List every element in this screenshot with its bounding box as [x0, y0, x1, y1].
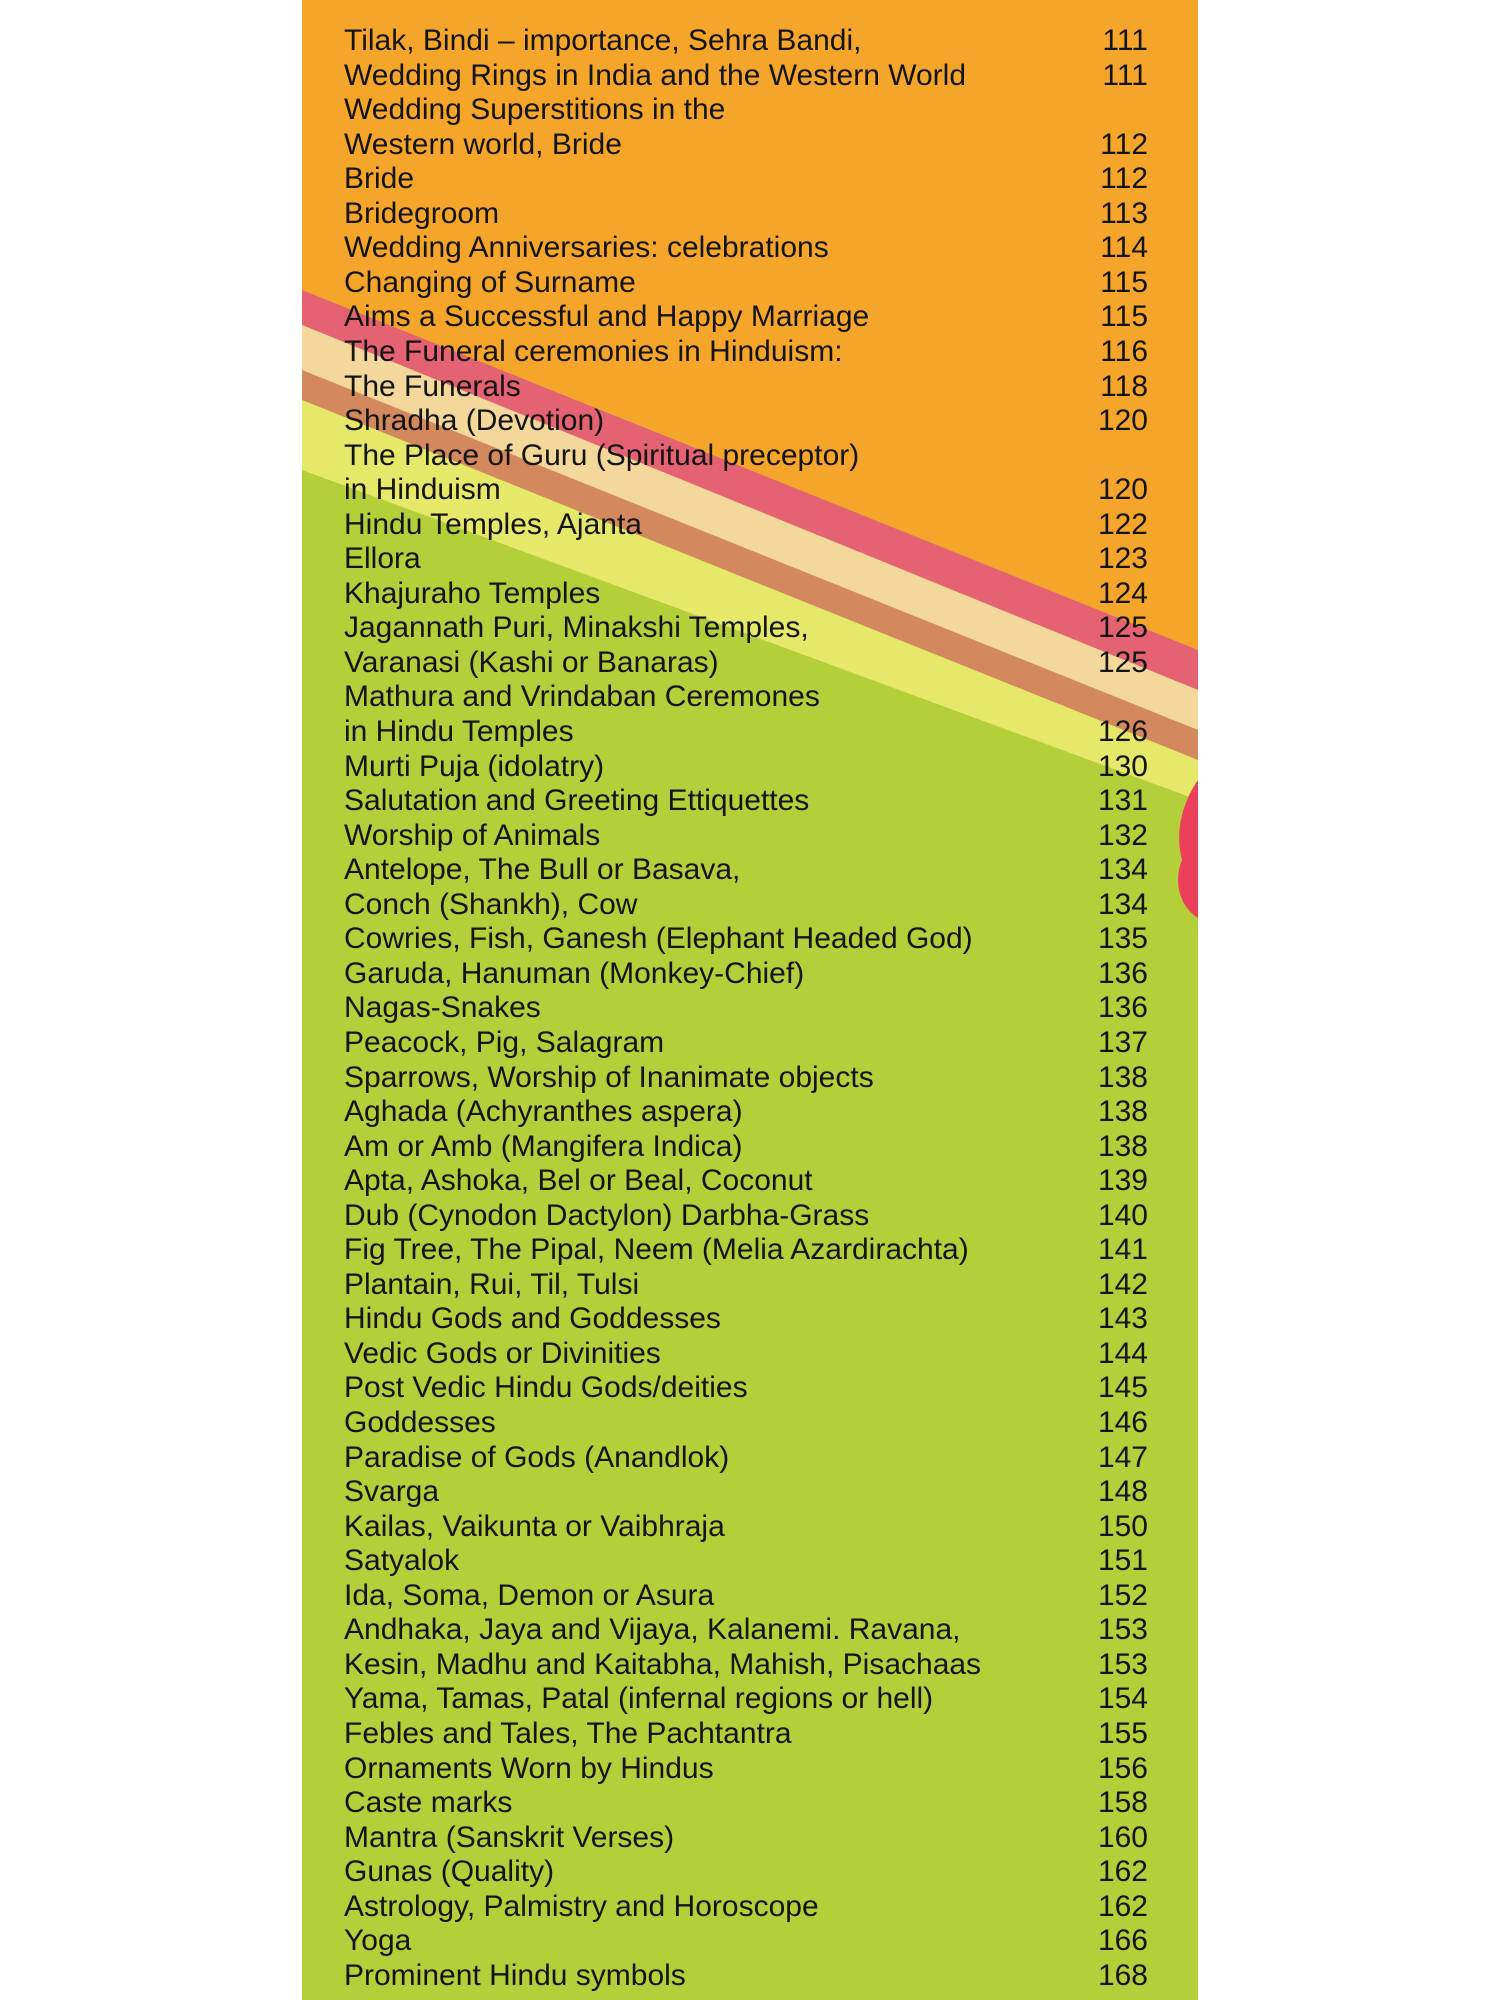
toc-entry	[302, 1164, 1198, 1198]
toc-entry	[302, 231, 1198, 265]
toc-entry-page-number: 111	[1102, 58, 1148, 92]
toc-entry	[302, 542, 1198, 576]
toc-entry-title: Cowries, Fish, Ganesh (Elephant Headed God)	[344, 922, 973, 956]
toc-entry-title: Ellora	[344, 542, 421, 576]
toc-entry-title: Aims a Successful and Happy Marriage	[344, 300, 870, 334]
toc-entry	[302, 1302, 1198, 1336]
toc-entry-title: Gunas (Quality)	[344, 1855, 555, 1889]
toc-entry	[302, 1510, 1198, 1544]
toc-entry-page-number: 146	[1097, 1406, 1148, 1439]
toc-entry	[302, 750, 1198, 784]
toc-entry-page-number: 115	[1100, 300, 1148, 334]
toc-entry-page-number: 112	[1100, 162, 1148, 196]
toc-entry	[302, 680, 1198, 714]
toc-entry-page-number: 153	[1097, 1647, 1148, 1681]
toc-entry-page-number: 140	[1097, 1198, 1148, 1232]
toc-entry-title: Peacock, Pig, Salagram	[344, 1025, 665, 1059]
toc-entry-title: Mantra (Sanskrit Verses)	[344, 1820, 675, 1854]
toc-entry	[302, 1613, 1198, 1647]
toc-entry-page-number: 138	[1097, 1060, 1148, 1094]
toc-entry	[302, 1717, 1198, 1751]
toc-entry-title: Febles and Tales, The Pachtantra	[344, 1716, 792, 1750]
toc-entry-title: Western world, Bride	[344, 127, 622, 161]
toc-entry-title: Plantain, Rui, Til, Tulsi	[344, 1267, 640, 1301]
toc-entry-page-number: 122	[1097, 507, 1148, 541]
toc-entry	[302, 473, 1198, 507]
toc-entry-page-number: 123	[1097, 542, 1148, 576]
toc-entry-title: The Funeral ceremonies in Hinduism:	[344, 334, 843, 368]
toc-entry	[302, 1268, 1198, 1302]
toc-entry-title: Hindu Temples, Ajanta	[344, 507, 642, 541]
toc-entry-title: The Funerals	[344, 369, 521, 403]
toc-entry-page-number: 116	[1100, 334, 1148, 368]
toc-entry-page-number: 113	[1100, 196, 1148, 230]
toc-entry-title: Tilak, Bindi – importance, Sehra Bandi,	[344, 24, 862, 57]
toc-entry-title: Worship of Animals	[344, 818, 601, 852]
toc-entry-title: Hindu Gods and Goddesses	[344, 1302, 721, 1336]
toc-entry	[302, 853, 1198, 887]
toc-entry-page-number: 168	[1097, 1958, 1148, 1992]
toc-entry	[302, 1752, 1198, 1786]
toc-entry	[302, 611, 1198, 645]
toc-entry-title: Prominent Hindu symbols	[344, 1958, 686, 1992]
toc-entry-title: Varanasi (Kashi or Banaras)	[344, 645, 719, 679]
toc-entry-page-number: 156	[1097, 1751, 1148, 1785]
toc-entry-page-number: 142	[1097, 1267, 1148, 1301]
toc-entry	[302, 266, 1198, 300]
toc-entry	[302, 1544, 1198, 1578]
toc-entry-title: Bridegroom	[344, 196, 500, 230]
toc-entry-page-number: 130	[1097, 749, 1148, 783]
toc-entry-title: Astrology, Palmistry and Horoscope	[344, 1889, 819, 1923]
toc-entry	[302, 1233, 1198, 1267]
toc-entry-title: Wedding Rings in India and the Western World	[344, 58, 967, 92]
toc-entry-title: Ida, Soma, Demon or Asura	[344, 1578, 715, 1612]
toc-entry-page-number: 120	[1097, 473, 1148, 507]
toc-entry-title: Jagannath Puri, Minakshi Temples,	[344, 611, 809, 645]
toc-entry	[302, 1855, 1198, 1889]
toc-entry	[302, 1130, 1198, 1164]
toc-entry-title: Changing of Surname	[344, 265, 636, 299]
toc-entry-page-number: 125	[1097, 611, 1148, 645]
toc-entry-title: Yoga	[344, 1924, 412, 1958]
toc-entry-title: Kailas, Vaikunta or Vaibhraja	[344, 1509, 725, 1543]
toc-entry	[302, 1890, 1198, 1924]
toc-entry-page-number: 125	[1097, 645, 1148, 679]
toc-entry-page-number: 153	[1097, 1613, 1148, 1647]
toc-entry-page-number: 118	[1100, 369, 1148, 403]
toc-entry	[302, 1648, 1198, 1682]
toc-entry-page-number: 111	[1102, 24, 1148, 57]
toc-entry-title: Conch (Shankh), Cow	[344, 887, 638, 921]
toc-entry-title: Vedic Gods or Divinities	[344, 1336, 661, 1370]
toc-entry	[302, 1821, 1198, 1855]
toc-entry	[302, 819, 1198, 853]
toc-entry-title: Khajuraho Temples	[344, 576, 601, 610]
toc-entry-page-number: 135	[1097, 922, 1148, 956]
toc-entry-title: Post Vedic Hindu Gods/deities	[344, 1371, 748, 1405]
toc-entry-page-number: 155	[1097, 1716, 1148, 1750]
toc-entry-title: Goddesses	[344, 1406, 496, 1439]
toc-entry	[302, 577, 1198, 611]
toc-entry-page-number: 160	[1097, 1820, 1148, 1854]
toc-entry	[302, 439, 1198, 473]
toc-entry-page-number: 166	[1097, 1924, 1148, 1958]
toc-entry	[302, 1441, 1198, 1475]
toc-entry-page-number: 150	[1097, 1509, 1148, 1543]
toc-entry	[302, 24, 1198, 58]
toc-entry-title: Am or Amb (Mangifera Indica)	[344, 1129, 743, 1163]
toc-entry	[302, 1475, 1198, 1509]
toc-entry-title: Svarga	[344, 1475, 440, 1509]
toc-entry-title: Murti Puja (idolatry)	[344, 749, 605, 783]
toc-entry-title: Wedding Superstitions in the	[344, 93, 726, 127]
toc-entry-title: Sparrows, Worship of Inanimate objects	[344, 1060, 874, 1094]
toc-entry-title: Wedding Anniversaries: celebrations	[344, 231, 829, 265]
toc-entry	[302, 128, 1198, 162]
toc-entry	[302, 1095, 1198, 1129]
toc-entry-page-number: 112	[1100, 127, 1148, 161]
toc-entry	[302, 162, 1198, 196]
toc-entry-page-number: 137	[1097, 1025, 1148, 1059]
toc-entry	[302, 300, 1198, 334]
toc-entry	[302, 370, 1198, 404]
toc-entry-page-number: 162	[1097, 1855, 1148, 1889]
toc-entry-title: Caste marks	[344, 1786, 513, 1820]
toc-entry-title: Bride	[344, 162, 415, 196]
toc-entry	[302, 646, 1198, 680]
toc-entry	[302, 1337, 1198, 1371]
toc-entry-title: Mathura and Vrindaban Ceremones	[344, 680, 820, 714]
toc-entry	[302, 1406, 1198, 1440]
toc-entry	[302, 1924, 1198, 1958]
toc-entry	[302, 93, 1198, 127]
toc-entry-page-number: 143	[1097, 1302, 1148, 1336]
toc-entry	[302, 1026, 1198, 1060]
toc-entry-page-number: 136	[1097, 956, 1148, 990]
toc-entry-title: Antelope, The Bull or Basava,	[344, 853, 741, 887]
toc-entry-title: Garuda, Hanuman (Monkey-Chief)	[344, 956, 805, 990]
toc-entry-page-number: 120	[1097, 404, 1148, 438]
toc-entry	[302, 1579, 1198, 1613]
toc-entry-title: in Hinduism	[344, 473, 501, 507]
toc-entry-page-number: 147	[1097, 1440, 1148, 1474]
toc-entry-page-number: 138	[1097, 1095, 1148, 1129]
toc-entry-page-number: 158	[1097, 1786, 1148, 1820]
toc-entry-title: Aghada (Achyranthes aspera)	[344, 1095, 743, 1129]
toc-entry	[302, 922, 1198, 956]
toc-entry	[302, 1371, 1198, 1405]
toc-entry-title: Yama, Tamas, Patal (infernal regions or hell)	[344, 1682, 934, 1716]
toc-entry	[302, 59, 1198, 93]
toc-entry	[302, 957, 1198, 991]
toc-entry-title: Shradha (Devotion)	[344, 404, 605, 438]
toc-entry-page-number: 136	[1097, 991, 1148, 1025]
toc-entry-page-number: 152	[1097, 1578, 1148, 1612]
toc-entry	[302, 1959, 1198, 1993]
toc-entry-title: Ornaments Worn by Hindus	[344, 1751, 714, 1785]
toc-entry-page-number: 139	[1097, 1164, 1148, 1198]
toc-entry-title: Nagas-Snakes	[344, 991, 541, 1025]
toc-entry-page-number: 138	[1097, 1129, 1148, 1163]
toc-entry-page-number: 141	[1097, 1233, 1148, 1267]
toc-entry-page-number: 154	[1097, 1682, 1148, 1716]
toc-entry-page-number: 148	[1097, 1475, 1148, 1509]
table-of-contents	[302, 0, 1198, 2000]
toc-entry	[302, 991, 1198, 1025]
toc-entry	[302, 784, 1198, 818]
toc-entry	[302, 335, 1198, 369]
toc-entry-page-number: 132	[1097, 818, 1148, 852]
toc-entry-page-number: 126	[1097, 715, 1148, 748]
toc-entry-title: Dub (Cynodon Dactylon) Darbha-Grass	[344, 1198, 870, 1232]
toc-entry	[302, 508, 1198, 542]
book-page	[302, 0, 1198, 2000]
toc-entry-page-number: 162	[1097, 1889, 1148, 1923]
toc-entry-page-number: 134	[1097, 887, 1148, 921]
toc-entry	[302, 715, 1198, 749]
toc-entry	[302, 404, 1198, 438]
toc-entry	[302, 1061, 1198, 1095]
toc-entry-page-number: 144	[1097, 1336, 1148, 1370]
toc-entry-title: The Place of Guru (Spiritual preceptor)	[344, 438, 860, 472]
toc-entry	[302, 1786, 1198, 1820]
toc-entry	[302, 1682, 1198, 1716]
toc-entry-title: Apta, Ashoka, Bel or Beal, Coconut	[344, 1164, 813, 1198]
toc-entry-page-number: 145	[1097, 1371, 1148, 1405]
toc-entry-page-number: 115	[1100, 265, 1148, 299]
toc-entry	[302, 1199, 1198, 1233]
toc-entry-page-number: 131	[1097, 784, 1148, 818]
toc-entry	[302, 888, 1198, 922]
toc-entry-title: Salutation and Greeting Ettiquettes	[344, 784, 810, 818]
toc-entry-title: Satyalok	[344, 1544, 460, 1578]
toc-entry-title: in Hindu Temples	[344, 715, 574, 748]
toc-entry-title: Andhaka, Jaya and Vijaya, Kalanemi. Ravana,	[344, 1613, 961, 1647]
toc-entry-title: Paradise of Gods (Anandlok)	[344, 1440, 730, 1474]
toc-entry-page-number: 114	[1100, 231, 1148, 265]
toc-entry-title: Fig Tree, The Pipal, Neem (Melia Azardirachta)	[344, 1233, 969, 1267]
toc-entry-page-number: 124	[1097, 576, 1148, 610]
toc-entry-title: Kesin, Madhu and Kaitabha, Mahish, Pisachaas	[344, 1647, 982, 1681]
toc-entry-page-number: 151	[1097, 1544, 1148, 1578]
toc-entry	[302, 197, 1198, 231]
toc-entry-page-number: 134	[1097, 853, 1148, 887]
